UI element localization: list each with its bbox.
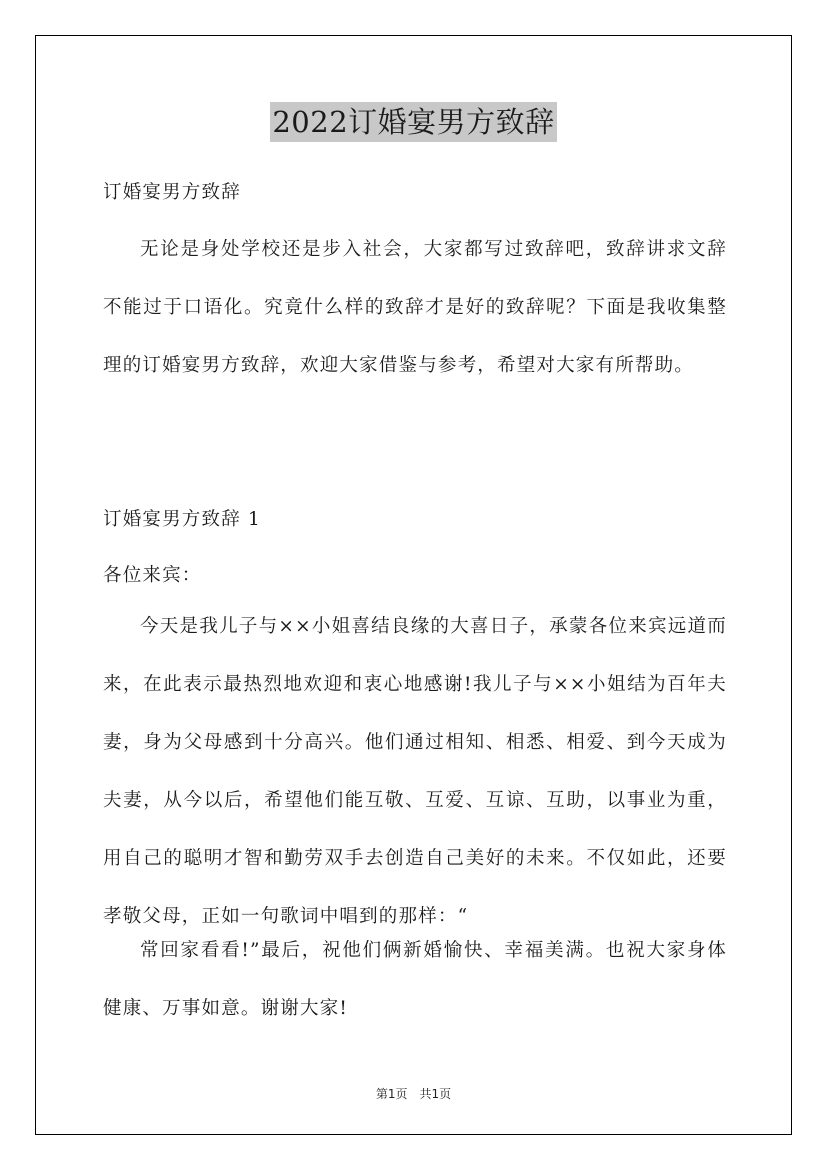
greeting: 各位来宾：: [103, 565, 202, 586]
page-footer: 第1页 共1页: [375, 1087, 452, 1101]
intro-paragraph: 无论是身处学校还是步入社会，大家都写过致辞吧，致辞讲求文辞不能过于口语化。究竟什么样的致辞才是好的致辞呢？下面是我收集整理的订婚宴男方致辞，欢迎大家借鉴与参考，希望对大家有所帮助。: [103, 239, 727, 376]
document-subtitle: 订婚宴男方致辞: [103, 182, 241, 203]
body-paragraph-1: 今天是我儿子与××小姐喜结良缘的大喜日子，承蒙各位来宾远道而来，在此表示最热烈地欢迎和衷心地感谢!我儿子与××小姐结为百年夫妻，身为父母感到十分高兴。他们通过相知、相悉、相爱、到今天成为夫妻，从今以后，希望他们能互敬、互爱、互谅、互助，以事业为重，用自己的聪明才智和勤劳双手去创造自己美好的未来。不仅如此，还要孝敬父母，正如一句歌词中唱到的那样：“: [103, 616, 727, 927]
body-paragraph-2: 常回家看看!”最后，祝他们俩新婚愉快、幸福美满。也祝大家身体健康、万事如意。谢谢大家!: [103, 940, 727, 1019]
section-heading: 订婚宴男方致辞 1: [103, 509, 261, 530]
title-container: [0, 102, 827, 142]
document-title: 2022订婚宴男方致辞: [270, 102, 556, 142]
